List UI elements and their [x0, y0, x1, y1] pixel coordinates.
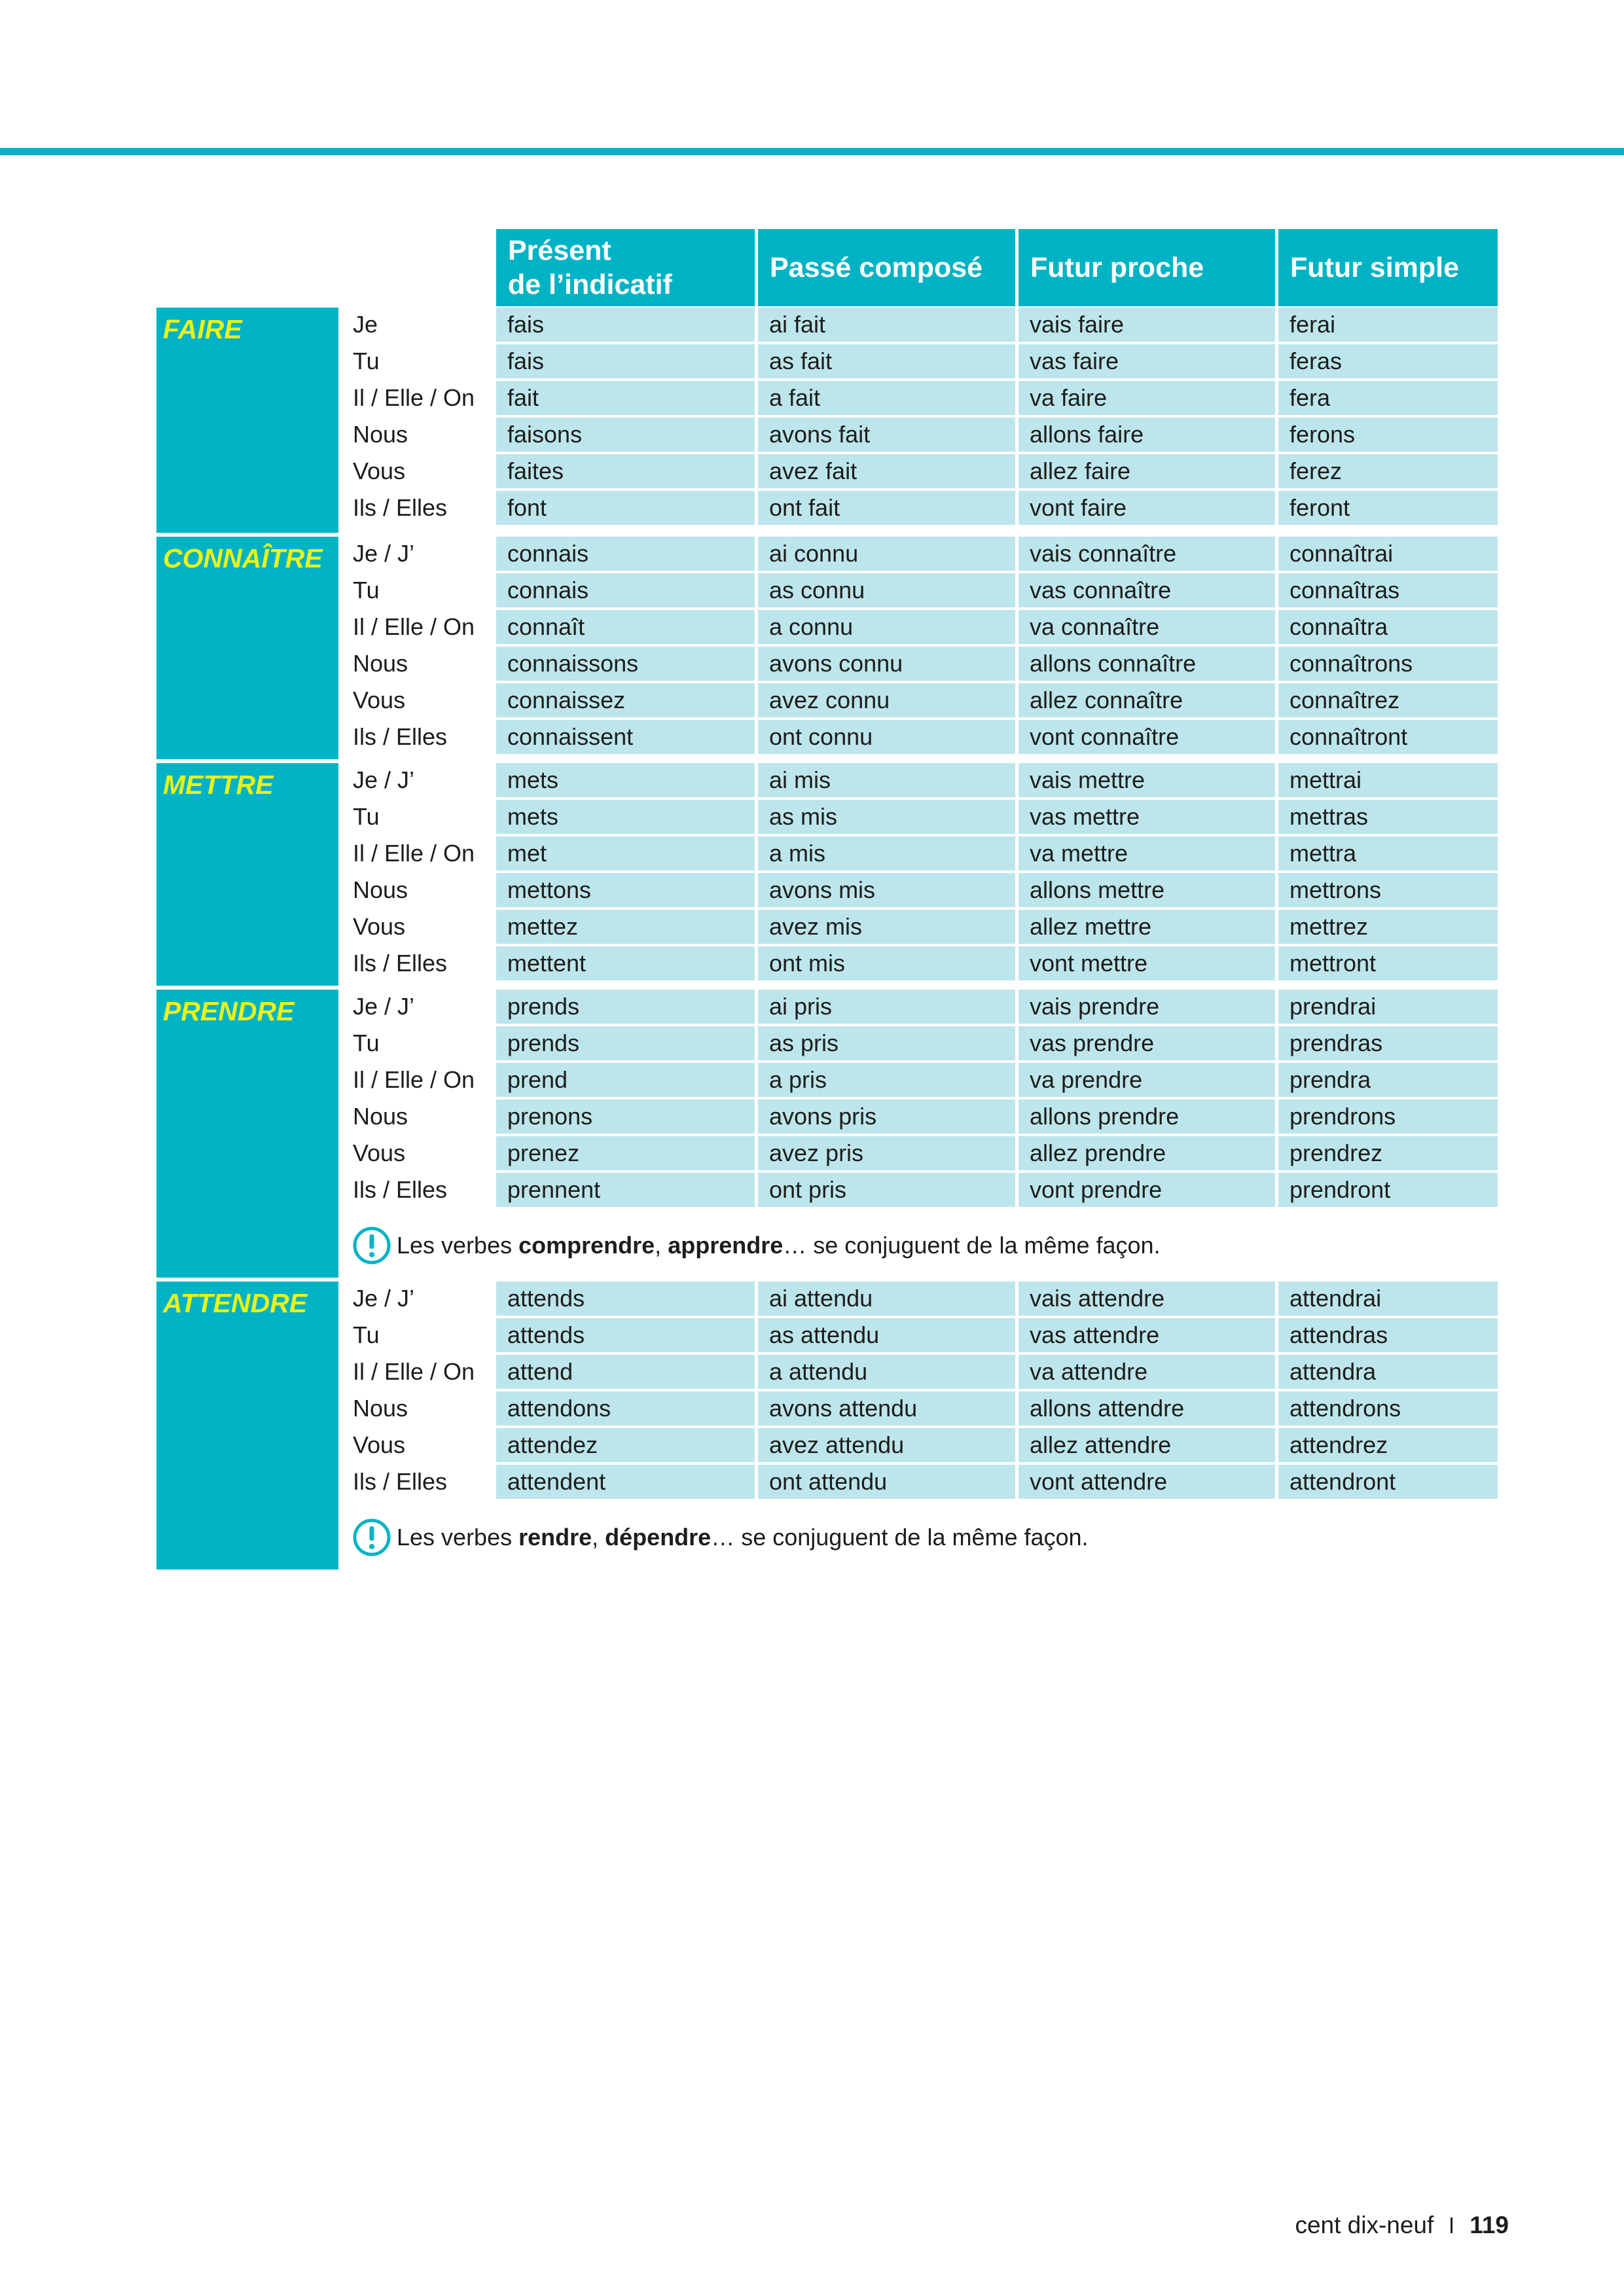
pronoun-cell: Il / Elle / On — [353, 840, 475, 867]
verb-blocks — [156, 308, 1498, 1570]
pronoun-cell: Tu — [353, 1321, 380, 1348]
conjugation-cell: ont fait — [758, 491, 1015, 525]
conjugation-cell: connaît — [496, 610, 755, 644]
pronoun-cell: Vous — [353, 457, 406, 484]
conjugation-cell: faites — [496, 454, 755, 488]
conjugation-table — [156, 229, 1498, 1573]
conjugation-cell: allez connaître — [1019, 683, 1275, 717]
conjugation-cell: mettra — [1278, 836, 1498, 870]
pronoun-cell: Nous — [353, 1103, 408, 1130]
conjugation-cell: vont connaître — [1019, 720, 1275, 754]
conjugation-cell: vas faire — [1019, 344, 1275, 378]
conjugation-cell: va prendre — [1019, 1063, 1275, 1097]
pronoun-cell: Ils / Elles — [353, 1468, 448, 1495]
conjugation-cell: fais — [496, 308, 755, 342]
pronoun-cell: Ils / Elles — [353, 494, 448, 521]
note-text: Les verbes rendre, dépendre… se conjuguent de la même façon. — [397, 1524, 1089, 1551]
conjugation-cell: a connu — [758, 610, 1015, 644]
conjugation-cell: allez prendre — [1019, 1136, 1275, 1170]
pronoun-cell: Il / Elle / On — [353, 1358, 475, 1385]
conjugation-cell: vas prendre — [1019, 1026, 1275, 1060]
conjugation-cell: avez connu — [758, 683, 1015, 717]
conjugation-cell: ferez — [1278, 454, 1498, 488]
pronoun-cell: Il / Elle / On — [353, 384, 475, 411]
conjugation-cell: connais — [496, 573, 755, 607]
conjugation-note — [342, 1223, 1161, 1268]
conjugation-cell: vont attendre — [1019, 1465, 1275, 1499]
conjugation-cell: font — [496, 491, 755, 525]
conjugation-cell: connaissez — [496, 683, 755, 717]
pronoun-cell: Tu — [353, 1030, 380, 1056]
conjugation-cell: allons attendre — [1019, 1391, 1275, 1426]
pronoun-cell: Nous — [353, 1395, 408, 1422]
conjugation-cell: allez mettre — [1019, 910, 1275, 944]
conjugation-cell: vont mettre — [1019, 946, 1275, 980]
conjugation-cell: mettrez — [1278, 910, 1498, 944]
pronoun-cell: Nous — [353, 650, 408, 677]
verb-block-prendre — [156, 990, 1498, 1278]
conjugation-cell: attendront — [1278, 1465, 1498, 1499]
conjugation-cell: faisons — [496, 418, 755, 452]
verb-label: ATTENDRE — [156, 1282, 338, 1570]
verb-block-attendre — [156, 1282, 1498, 1570]
conjugation-cell: as pris — [758, 1026, 1015, 1060]
conjugation-cell: met — [496, 836, 755, 870]
conjugation-cell: ai attendu — [758, 1282, 1015, 1316]
footer-separator — [1451, 2217, 1453, 2233]
conjugation-cell: avons fait — [758, 418, 1015, 452]
conjugation-cell: mettras — [1278, 800, 1498, 834]
conjugation-cell: prennent — [496, 1173, 755, 1207]
pronoun-cell: Vous — [353, 687, 406, 713]
verb-label: CONNAÎTRE — [156, 537, 338, 759]
conjugation-cell: ont mis — [758, 946, 1015, 980]
conjugation-cell: prendrons — [1278, 1100, 1498, 1134]
column-header-1: Présent de l’indicatif — [496, 229, 755, 306]
conjugation-cell: a attendu — [758, 1355, 1015, 1389]
conjugation-cell: mettrai — [1278, 763, 1498, 797]
conjugation-cell: vais attendre — [1019, 1282, 1275, 1316]
conjugation-cell: prendras — [1278, 1026, 1498, 1060]
verb-block-connaître — [156, 537, 1498, 759]
conjugation-cell: vais prendre — [1019, 990, 1275, 1024]
conjugation-cell: attendez — [496, 1428, 755, 1462]
pronoun-cell: Ils / Elles — [353, 723, 448, 750]
conjugation-cell: attendrez — [1278, 1428, 1498, 1462]
conjugation-cell: attendent — [496, 1465, 755, 1499]
conjugation-cell: fait — [496, 381, 755, 415]
conjugation-cell: attendrai — [1278, 1282, 1498, 1316]
conjugation-cell: mettent — [496, 946, 755, 980]
conjugation-cell: allons mettre — [1019, 873, 1275, 907]
conjugation-cell: mets — [496, 800, 755, 834]
conjugation-cell: vais faire — [1019, 308, 1275, 342]
conjugation-cell: prendra — [1278, 1063, 1498, 1097]
conjugation-cell: prends — [496, 1026, 755, 1060]
conjugation-cell: vas attendre — [1019, 1318, 1275, 1352]
conjugation-cell: vas connaître — [1019, 573, 1275, 607]
conjugation-cell: prend — [496, 1063, 755, 1097]
conjugation-cell: vont prendre — [1019, 1173, 1275, 1207]
top-rule — [0, 148, 1624, 155]
conjugation-cell: as attendu — [758, 1318, 1015, 1352]
pronoun-cell: Je / J’ — [353, 993, 415, 1020]
conjugation-cell: connaîtra — [1278, 610, 1498, 644]
conjugation-cell: fera — [1278, 381, 1498, 415]
pronoun-cell: Nous — [353, 421, 408, 448]
verb-block-mettre — [156, 763, 1498, 986]
conjugation-cell: connais — [496, 537, 755, 571]
exclamation-icon — [352, 1518, 391, 1557]
conjugation-cell: attendrons — [1278, 1391, 1498, 1426]
conjugation-cell: va faire — [1019, 381, 1275, 415]
conjugation-cell: avez attendu — [758, 1428, 1015, 1462]
conjugation-cell: attends — [496, 1318, 755, 1352]
pronoun-cell: Je / J’ — [353, 1285, 415, 1312]
conjugation-cell: avons attendu — [758, 1391, 1015, 1426]
conjugation-cell: ont pris — [758, 1173, 1015, 1207]
conjugation-cell: connaîtront — [1278, 720, 1498, 754]
conjugation-cell: prendrai — [1278, 990, 1498, 1024]
pronoun-cell: Tu — [353, 577, 380, 603]
verb-label: FAIRE — [156, 308, 338, 533]
pronoun-cell: Nous — [353, 876, 408, 903]
conjugation-cell: va attendre — [1019, 1355, 1275, 1389]
conjugation-cell: fais — [496, 344, 755, 378]
conjugation-cell: va mettre — [1019, 836, 1275, 870]
conjugation-cell: ferai — [1278, 308, 1498, 342]
conjugation-cell: vas mettre — [1019, 800, 1275, 834]
conjugation-cell: prenons — [496, 1100, 755, 1134]
conjugation-cell: feront — [1278, 491, 1498, 525]
verb-block-faire — [156, 308, 1498, 533]
pronoun-cell: Vous — [353, 1139, 406, 1166]
conjugation-cell: allons connaître — [1019, 647, 1275, 681]
conjugation-cell: avez pris — [758, 1136, 1015, 1170]
conjugation-cell: ai connu — [758, 537, 1015, 571]
conjugation-cell: as connu — [758, 573, 1015, 607]
conjugation-cell: mettons — [496, 873, 755, 907]
conjugation-cell: prends — [496, 990, 755, 1024]
pronoun-cell: Il / Elle / On — [353, 613, 475, 640]
conjugation-cell: connaîtras — [1278, 573, 1498, 607]
column-header-2: Passé composé — [758, 229, 1015, 306]
page-number-text: cent dix-neuf — [1295, 2212, 1434, 2238]
conjugation-cell: avons connu — [758, 647, 1015, 681]
conjugation-cell: allons prendre — [1019, 1100, 1275, 1134]
conjugation-cell: attendons — [496, 1391, 755, 1426]
conjugation-cell: connaîtrez — [1278, 683, 1498, 717]
pronoun-cell: Tu — [353, 348, 380, 374]
conjugation-cell: ai fait — [758, 308, 1015, 342]
conjugation-cell: connaissons — [496, 647, 755, 681]
conjugation-cell: va connaître — [1019, 610, 1275, 644]
pronoun-cell: Tu — [353, 803, 380, 830]
conjugation-cell: prendront — [1278, 1173, 1498, 1207]
pronoun-cell: Je — [353, 311, 378, 338]
conjugation-note — [342, 1515, 1089, 1560]
conjugation-cell: ont connu — [758, 720, 1015, 754]
page-number: 119 — [1470, 2212, 1509, 2238]
conjugation-cell: allez attendre — [1019, 1428, 1275, 1462]
conjugation-cell: attends — [496, 1282, 755, 1316]
conjugation-cell: attend — [496, 1355, 755, 1389]
conjugation-cell: mettez — [496, 910, 755, 944]
verb-label: METTRE — [156, 763, 338, 986]
conjugation-cell: a fait — [758, 381, 1015, 415]
column-header-3: Futur proche — [1019, 229, 1275, 306]
conjugation-cell: feras — [1278, 344, 1498, 378]
conjugation-cell: a pris — [758, 1063, 1015, 1097]
pronoun-cell: Vous — [353, 913, 406, 940]
conjugation-cell: connaîtrai — [1278, 537, 1498, 571]
pronoun-cell: Ils / Elles — [353, 1176, 448, 1203]
conjugation-cell: attendras — [1278, 1318, 1498, 1352]
conjugation-cell: ont attendu — [758, 1465, 1015, 1499]
conjugation-cell: vont faire — [1019, 491, 1275, 525]
conjugation-cell: connaissent — [496, 720, 755, 754]
conjugation-cell: allons faire — [1019, 418, 1275, 452]
conjugation-cell: allez faire — [1019, 454, 1275, 488]
conjugation-cell: attendra — [1278, 1355, 1498, 1389]
conjugation-cell: ai mis — [758, 763, 1015, 797]
conjugation-cell: vais connaître — [1019, 537, 1275, 571]
pronoun-cell: Vous — [353, 1431, 406, 1458]
conjugation-cell: ferons — [1278, 418, 1498, 452]
conjugation-cell: avons mis — [758, 873, 1015, 907]
conjugation-cell: mettrons — [1278, 873, 1498, 907]
conjugation-cell: avons pris — [758, 1100, 1015, 1134]
verb-label: PRENDRE — [156, 990, 338, 1278]
pronoun-cell: Je / J’ — [353, 540, 415, 567]
table-header — [156, 229, 1498, 308]
pronoun-cell: Je / J’ — [353, 766, 415, 793]
note-text: Les verbes comprendre, apprendre… se conjuguent de la même façon. — [397, 1232, 1161, 1259]
conjugation-cell: as fait — [758, 344, 1015, 378]
pronoun-cell: Ils / Elles — [353, 950, 448, 977]
conjugation-cell: avez fait — [758, 454, 1015, 488]
conjugation-cell: connaîtrons — [1278, 647, 1498, 681]
conjugation-cell: a mis — [758, 836, 1015, 870]
page-footer — [1244, 2206, 1509, 2245]
conjugation-cell: prenez — [496, 1136, 755, 1170]
conjugation-cell: prendrez — [1278, 1136, 1498, 1170]
conjugation-cell: mets — [496, 763, 755, 797]
pronoun-cell: Il / Elle / On — [353, 1066, 475, 1093]
column-header-4: Futur simple — [1278, 229, 1498, 306]
conjugation-cell: ai pris — [758, 990, 1015, 1024]
conjugation-cell: as mis — [758, 800, 1015, 834]
exclamation-icon — [352, 1226, 391, 1265]
conjugation-cell: mettront — [1278, 946, 1498, 980]
conjugation-cell: vais mettre — [1019, 763, 1275, 797]
conjugation-cell: avez mis — [758, 910, 1015, 944]
